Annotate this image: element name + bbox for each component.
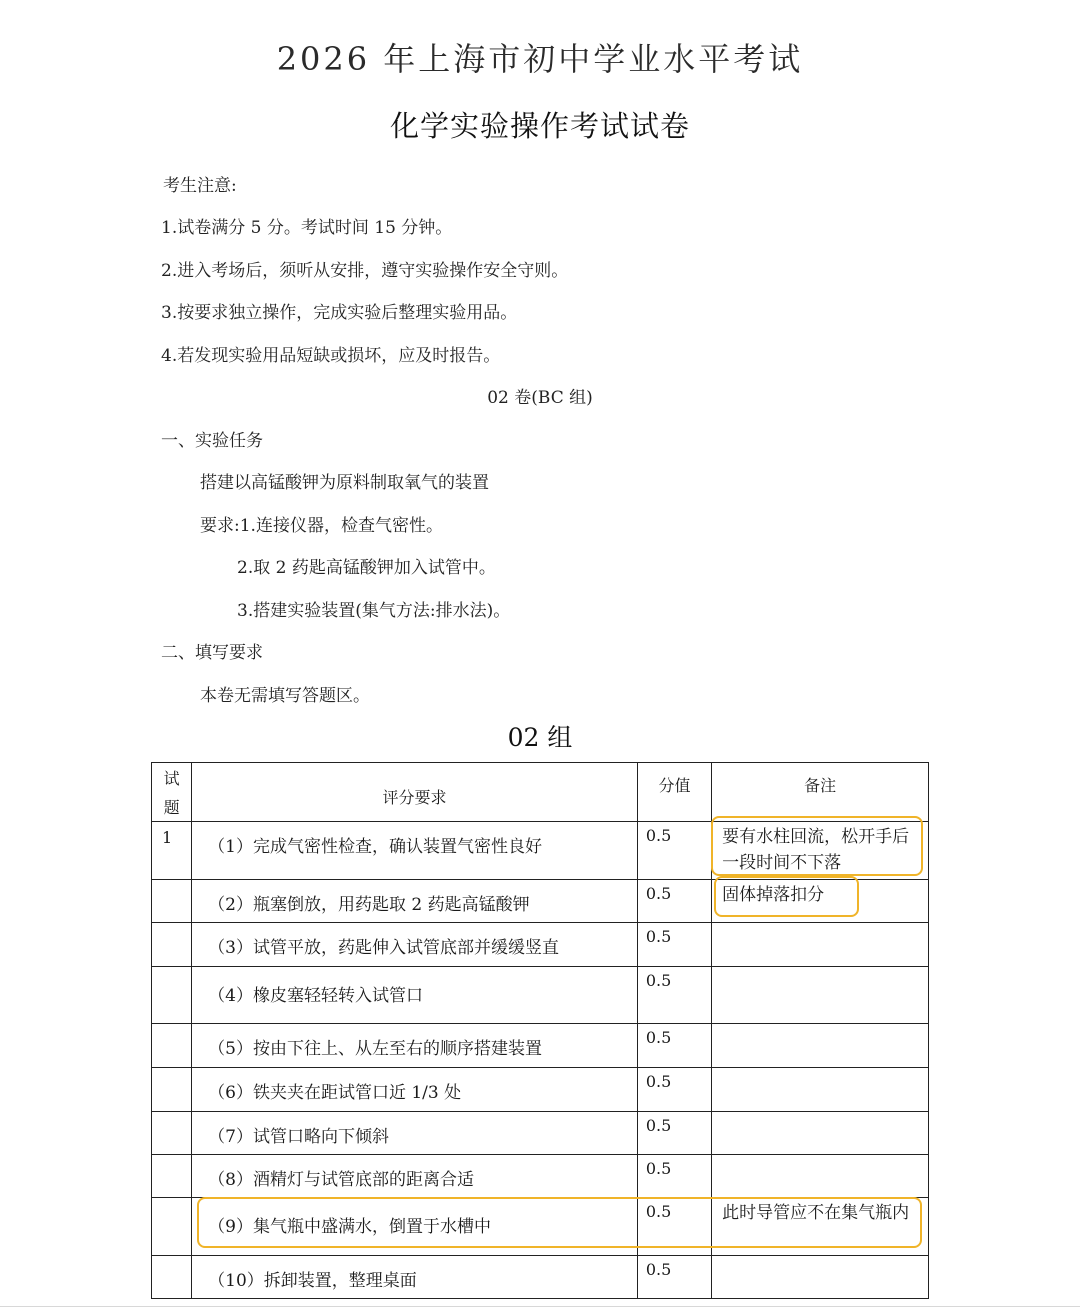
table-row bbox=[152, 967, 929, 1024]
row-score: 0.5 bbox=[645, 1116, 672, 1135]
task-requirement-3: 3.搭建实验装置(集气方法:排水法)。 bbox=[237, 601, 511, 621]
row-requirement: （5）按由下往上、从左至右的顺序搭建装置 bbox=[208, 1039, 542, 1059]
row-requirement: （10）拆卸装置，整理桌面 bbox=[208, 1271, 417, 1291]
table-row bbox=[152, 1155, 929, 1198]
header-question-line1: 试 bbox=[163, 769, 180, 788]
row-requirement: （8）酒精灯与试管底部的距离合适 bbox=[208, 1170, 474, 1190]
row-score: 0.5 bbox=[645, 884, 672, 903]
row-score: 0.5 bbox=[645, 1260, 672, 1279]
row-number bbox=[152, 923, 191, 929]
row-note: 此时导管应不在集气瓶内 bbox=[722, 1203, 910, 1223]
row-number bbox=[152, 1155, 191, 1161]
header-note bbox=[712, 763, 929, 822]
header-score-label: 分值 bbox=[658, 776, 691, 795]
row-requirement: （9）集气瓶中盛满水，倒置于水槽中 bbox=[208, 1217, 491, 1237]
fill-heading: 二、填写要求 bbox=[161, 643, 263, 663]
row-requirement: （2）瓶塞倒放，用药匙取 2 药匙高锰酸钾 bbox=[208, 895, 530, 915]
fill-text: 本卷无需填写答题区。 bbox=[200, 686, 370, 706]
highlight-box-row-9 bbox=[197, 1197, 922, 1248]
row-score: 0.5 bbox=[645, 1202, 672, 1221]
row-note: 要有水柱回流，松开手后一段时间不下落 bbox=[722, 827, 910, 873]
table-header-row bbox=[152, 763, 929, 822]
row-number bbox=[152, 1198, 191, 1204]
task-requirement-2: 2.取 2 药匙高锰酸钾加入试管中。 bbox=[237, 558, 496, 578]
row-requirement: （3）试管平放，药匙伸入试管底部并缓缓竖直 bbox=[208, 938, 559, 958]
row-requirement: （7）试管口略向下倾斜 bbox=[208, 1127, 389, 1147]
highlight-box-note-2 bbox=[714, 876, 859, 917]
header-question bbox=[152, 763, 192, 822]
table-row bbox=[152, 1256, 929, 1299]
row-requirement: （1）完成气密性检查，确认装置气密性良好 bbox=[208, 837, 542, 857]
table-row bbox=[152, 1068, 929, 1112]
row-score: 0.5 bbox=[645, 971, 672, 990]
row-number bbox=[152, 967, 191, 973]
exam-subtitle: 化学实验操作考试试卷 bbox=[389, 109, 690, 143]
task-requirement-1: 要求:1.连接仪器，检查气密性。 bbox=[200, 516, 443, 536]
header-note-label: 备注 bbox=[804, 776, 837, 795]
row-note bbox=[712, 1024, 928, 1026]
row-number bbox=[152, 880, 191, 886]
table-row bbox=[152, 923, 929, 967]
row-note bbox=[712, 1112, 928, 1114]
row-requirement: （4）橡皮塞轻轻转入试管口 bbox=[208, 986, 423, 1006]
notice-heading: 考生注意: bbox=[163, 176, 237, 196]
paper-code: 02 卷(BC 组) bbox=[487, 388, 593, 408]
row-note bbox=[712, 1068, 928, 1070]
row-score: 0.5 bbox=[645, 1072, 672, 1091]
row-score: 0.5 bbox=[645, 1028, 672, 1047]
row-note bbox=[712, 923, 928, 925]
row-note bbox=[712, 1256, 928, 1258]
row-number: 1 bbox=[162, 828, 173, 847]
page-bottom-divider bbox=[0, 1306, 1080, 1307]
header-requirement-label: 评分要求 bbox=[382, 788, 447, 807]
row-score: 0.5 bbox=[645, 826, 672, 845]
row-score: 0.5 bbox=[645, 1159, 672, 1178]
exam-title: 2026 年上海市初中学业水平考试 bbox=[276, 40, 804, 78]
notice-item-2: 2.进入考场后，须听从安排，遵守实验操作安全守则。 bbox=[161, 261, 569, 281]
header-requirement bbox=[192, 763, 638, 822]
row-note bbox=[712, 1155, 928, 1157]
highlight-box-note-1 bbox=[711, 816, 923, 876]
group-title: 02 组 bbox=[507, 723, 573, 752]
row-number bbox=[152, 1068, 191, 1074]
row-note: 固体掉落扣分 bbox=[722, 885, 825, 905]
row-requirement: （6）铁夹夹在距试管口近 1/3 处 bbox=[208, 1083, 462, 1103]
table-row bbox=[152, 1112, 929, 1155]
row-number bbox=[152, 1112, 191, 1118]
row-number bbox=[152, 1256, 191, 1262]
header-score bbox=[637, 763, 711, 822]
header-question-line2: 题 bbox=[163, 798, 180, 817]
task-description: 搭建以高锰酸钾为原料制取氧气的装置 bbox=[200, 473, 489, 493]
task-heading: 一、实验任务 bbox=[161, 431, 263, 451]
table-row bbox=[152, 1024, 929, 1068]
notice-item-1: 1.试卷满分 5 分。考试时间 15 分钟。 bbox=[161, 218, 453, 238]
notice-item-4: 4.若发现实验用品短缺或损坏，应及时报告。 bbox=[161, 346, 501, 366]
notice-item-3: 3.按要求独立操作，完成实验后整理实验用品。 bbox=[161, 303, 518, 323]
row-score: 0.5 bbox=[645, 927, 672, 946]
row-number bbox=[152, 1024, 191, 1030]
row-note bbox=[712, 967, 928, 969]
